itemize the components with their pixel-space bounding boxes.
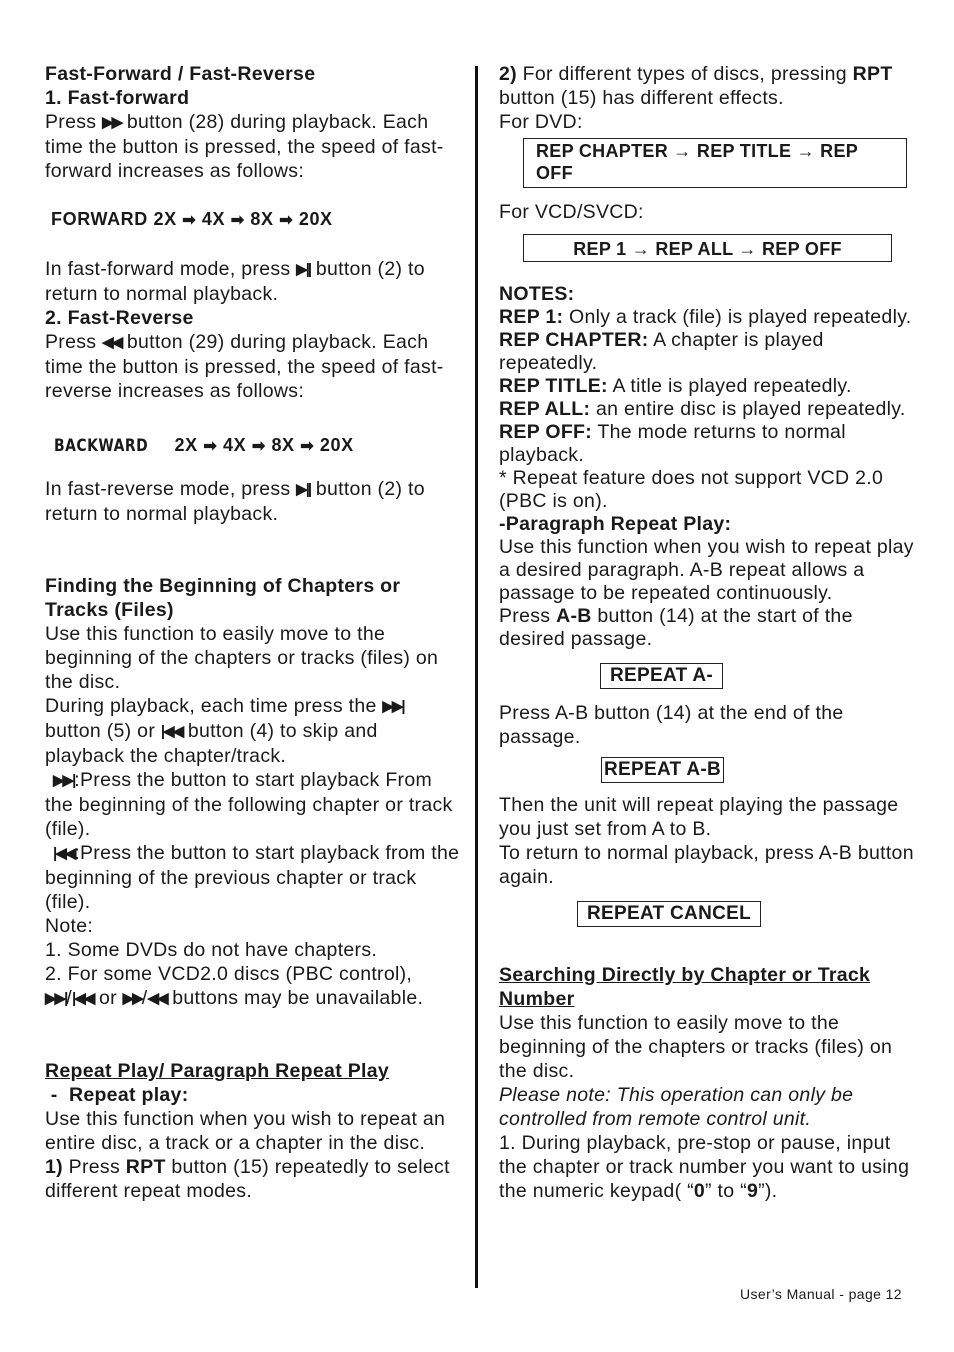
- rep-all-text: an entire disc is played repeatedly.: [595, 398, 906, 420]
- prev-desc-text: :Press the button to start playback from the beginning of the previous chapter or track (file).: [45, 842, 460, 913]
- note-1: 1. Some DVDs do not have chapters.: [45, 939, 378, 961]
- rep-chapter-text: A chapter is played repeatedly.: [499, 329, 824, 374]
- repeat-play-subheading: - Repeat play:: [45, 1084, 189, 1106]
- button5-text: button (5) or: [45, 720, 156, 742]
- speed-2x: 2X: [174, 435, 198, 455]
- ff-mode-text-end: button (2) to return to normal playback.: [45, 258, 425, 305]
- step-number: 1): [45, 1156, 63, 1178]
- for-vcd-label: For VCD/SVCD:: [499, 201, 644, 223]
- fast-reverse-mode-text: [45, 477, 460, 526]
- right-arrow-icon: ➡: [182, 212, 197, 229]
- return-normal-text: To return to normal playback, press A-B button again.: [499, 842, 914, 888]
- search-to-text: ” to “: [705, 1180, 747, 1202]
- fast-forward-reverse-heading: Fast-Forward / Fast-Reverse: [45, 63, 316, 85]
- repeat-step-2: [499, 62, 914, 110]
- speed-4x: 4X: [222, 435, 247, 455]
- rep-title-label: REP TITLE:: [499, 375, 608, 397]
- note-rep1: [499, 306, 914, 329]
- search-end-text: ”).: [758, 1180, 778, 1202]
- fast-reverse-body: button (29) during playback. Each time the button is pressed, the speed of fast-reverse increases as follows:: [45, 331, 444, 402]
- finding-chapters-heading: Finding the Beginning of Chapters or Tracks (Files): [45, 575, 401, 621]
- fast-reverse-subheading: 2. Fast-Reverse: [45, 307, 194, 329]
- search-heading: Searching Directly by Chapter or Track Number: [499, 964, 871, 1010]
- speed-4x: 4X: [201, 209, 226, 229]
- step1-rest: button (15) repeatedly to select different repeat modes.: [45, 1156, 450, 1202]
- column-divider: [475, 66, 478, 1288]
- repeat-play-heading: Repeat Play/ Paragraph Repeat Play: [45, 1060, 390, 1082]
- backward-speed-sequence: [51, 433, 460, 459]
- rep-all-label: REP ALL:: [499, 398, 591, 420]
- finding-chapters-body: Use this function to easily move to the beginning of the chapters or tracks (files) on the disc.: [45, 623, 439, 693]
- repeat-step-1: [45, 1155, 460, 1203]
- fast-reverse-instructions: [45, 330, 460, 403]
- paragraph-repeat-body: Use this function when you wish to repeat play a desired paragraph. A-B repeat allows a passage to be repeated continuously.: [499, 536, 914, 604]
- rep-off-label: REP OFF:: [499, 421, 593, 443]
- fast-reverse-icon: ◀◀: [147, 990, 167, 1007]
- right-column: [499, 62, 914, 1203]
- right-arrow-icon: ➡: [279, 212, 294, 229]
- play-pause-icon: ▶||: [296, 481, 311, 498]
- right-arrow-icon: ➡: [230, 212, 245, 229]
- next-track-icon: ▶▶|: [382, 698, 404, 715]
- vcd-repeat-sequence-box: REP 1 → REP ALL → REP OFF: [523, 234, 892, 262]
- fast-forward-instructions: [45, 110, 460, 183]
- press-word: Press: [45, 111, 97, 133]
- rpt-label: RPT: [125, 1156, 166, 1178]
- rep1-text: Only a track (file) is played repeatedly.: [569, 306, 912, 328]
- note-label: Note:: [45, 915, 94, 937]
- repeat-play-body: Use this function when you wish to repeat an entire disc, a track or a chapter in the disc.: [45, 1108, 446, 1154]
- press-word: Press: [499, 605, 551, 627]
- rep1-label: REP 1:: [499, 306, 564, 328]
- speed-8x: 8X: [271, 435, 295, 455]
- search-step-1: [499, 1131, 914, 1203]
- next-desc-text: :Press the button to start playback From the beginning of the following chapter or track (file).: [45, 769, 453, 840]
- search-step-text: 1. During playback, pre-stop or pause, input the chapter or track number you want to using the numeric keypad( “: [499, 1132, 910, 1202]
- finding-chapters-during: [45, 694, 460, 768]
- note-rep-all: [499, 398, 914, 421]
- repeat-ab-box: REPEAT A-B: [601, 757, 724, 783]
- left-column: [45, 62, 460, 1203]
- speed-8x: 8X: [250, 209, 274, 229]
- rep-off-text: The mode returns to normal playback.: [499, 421, 846, 466]
- dvd-repeat-sequence-box: REP CHAPTER → REP TITLE → REP OFF: [523, 138, 907, 188]
- search-note: Please note: This operation can only be controlled from remote control unit.: [499, 1084, 854, 1130]
- step2-text: For different types of discs, pressing: [522, 63, 847, 85]
- step-number: 2): [499, 63, 517, 85]
- speed-20x: 20X: [319, 435, 354, 455]
- note2-end-text: buttons may be unavailable.: [172, 987, 424, 1009]
- key-0: 0: [693, 1180, 706, 1202]
- backward-label: BACKWARD: [54, 436, 149, 456]
- right-arrow-icon: ➡: [251, 438, 266, 455]
- note-rep-chapter: [499, 329, 914, 375]
- previous-track-description: [45, 841, 460, 914]
- next-track-description: [45, 768, 460, 841]
- press-ab-start: [499, 605, 914, 651]
- forward-label: FORWARD 2X: [51, 209, 177, 229]
- note-rep-title: [499, 375, 914, 398]
- rep-title-text: A title is played repeatedly.: [612, 375, 852, 397]
- previous-track-icon: |◀◀: [72, 990, 94, 1007]
- fast-forward-subheading: 1. Fast-forward: [45, 87, 190, 109]
- fast-forward-icon: ▶▶: [102, 114, 122, 131]
- previous-track-icon: |◀◀: [53, 845, 75, 862]
- speed-20x: 20X: [298, 209, 333, 229]
- fast-forward-mode-text: [45, 257, 460, 306]
- fast-reverse-icon: ◀◀: [102, 334, 122, 351]
- search-body: Use this function to easily move to the beginning of the chapters or tracks (files) on the disc.: [499, 1012, 893, 1082]
- repeat-cancel-box: REPEAT CANCEL: [577, 901, 761, 927]
- key-9: 9: [746, 1180, 759, 1202]
- forward-speed-sequence: [51, 207, 460, 233]
- or-text: or: [99, 987, 117, 1009]
- note-rep-off: [499, 421, 914, 467]
- repeat-a-box: REPEAT A-: [600, 663, 723, 689]
- right-arrow-icon: ➡: [300, 438, 315, 455]
- previous-track-icon: |◀◀: [160, 723, 183, 740]
- fr-mode-text-start: In fast-reverse mode, press: [45, 478, 291, 500]
- ff-mode-text-start: In fast-forward mode, press: [45, 258, 291, 280]
- notes-label: NOTES:: [499, 283, 575, 305]
- press-word: Press: [68, 1156, 121, 1178]
- button4-text: button (4) to skip and playback the chapter/track.: [45, 720, 378, 767]
- vcd-repeat-note: * Repeat feature does not support VCD 2.0 (PBC is on).: [499, 467, 884, 512]
- for-dvd-label: For DVD:: [499, 111, 583, 133]
- rep-chapter-label: REP CHAPTER:: [499, 329, 649, 351]
- fast-forward-body: button (28) during playback. Each time the button is pressed, the speed of fast-forward increases as follows:: [45, 111, 444, 182]
- right-arrow-icon: ➡: [203, 438, 218, 455]
- press-ab-end: Press A-B button (14) at the end of the passage.: [499, 702, 844, 748]
- page-footer: User’s Manual - page 12: [740, 1286, 902, 1302]
- fast-forward-icon: ▶▶: [122, 990, 142, 1007]
- note-2-continued: ▶▶|/|◀◀ or ▶▶/◀◀ buttons may be unavailable.: [45, 987, 424, 1009]
- rpt-label: RPT: [852, 63, 893, 85]
- note-2: 2. For some VCD2.0 discs (PBC control),: [45, 963, 413, 985]
- next-track-icon: ▶▶|: [45, 990, 67, 1007]
- during-text: During playback, each time press the: [45, 695, 377, 717]
- play-pause-icon: ▶||: [296, 261, 311, 278]
- paragraph-repeat-heading: -Paragraph Repeat Play:: [499, 513, 732, 535]
- then-repeat-text: Then the unit will repeat playing the passage you just set from A to B.: [499, 794, 899, 840]
- fr-mode-text-end: button (2) to return to normal playback.: [45, 478, 425, 525]
- press-word: Press: [45, 331, 97, 353]
- step2-rest: button (15) has different effects.: [499, 87, 784, 109]
- ab-label: A-B: [556, 605, 592, 627]
- next-track-icon: ▶▶|: [53, 772, 75, 789]
- press-ab-rest: button (14) at the start of the desired passage.: [499, 605, 853, 650]
